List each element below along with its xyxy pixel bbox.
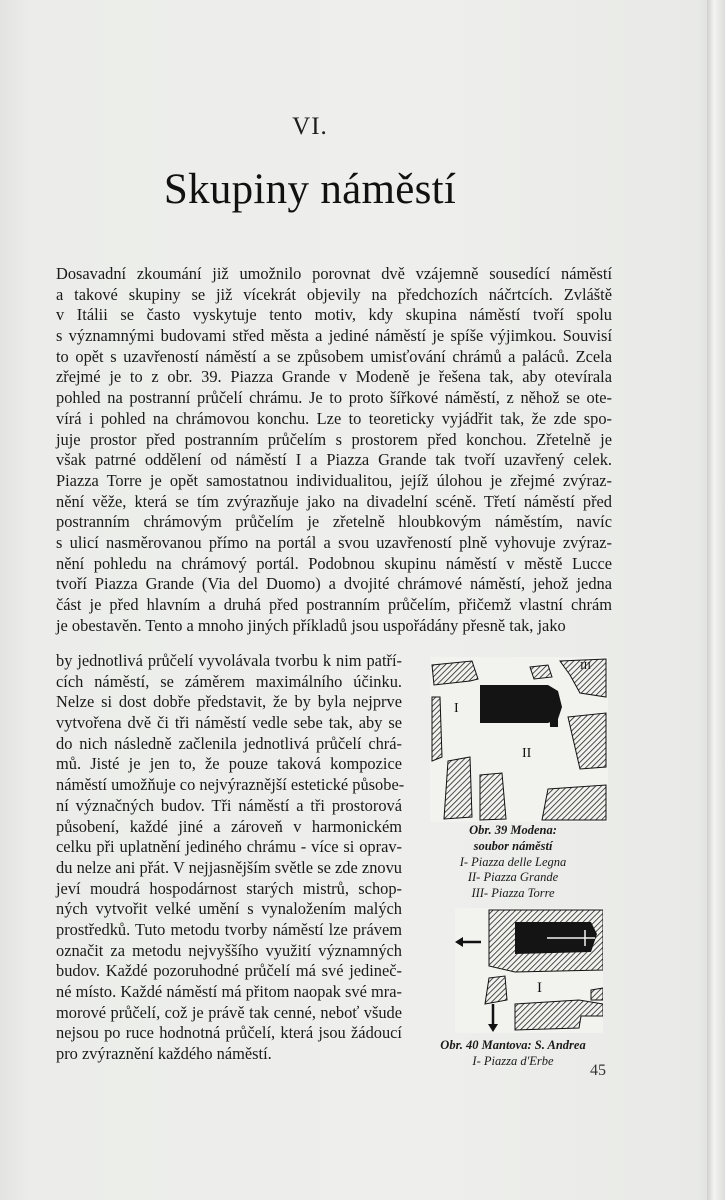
text-line: v Itálii se často vyskytuje tento motiv, kdy skupina náměstí tvoří spolu xyxy=(56,305,612,325)
text-line: budov. Každé pozoruhodné průčelí má své jedineč- xyxy=(56,961,402,981)
text-line: však patrné oddělení od náměstí I a Piazza Grande tak tvoří uzavřený celek. xyxy=(56,450,612,470)
body-text-full-width xyxy=(56,264,612,636)
fig39-label-iii: III xyxy=(580,660,591,672)
figure-39-caption-item: I- Piazza delle Legna xyxy=(459,854,567,869)
text-line: působení, každé jiné a zároveň v harmonickém xyxy=(56,816,402,836)
page-number: 45 xyxy=(590,1062,606,1079)
text-line: du nelze ani přát. V nejjasnějším světle se zde znovu xyxy=(56,857,402,877)
fig39-label-ii: II xyxy=(522,746,532,761)
body-text-column xyxy=(56,651,405,1065)
figure-40-caption xyxy=(408,1038,618,1070)
text-line: tvoří Piazza Grande (Via del Duomo) a dvojité chrámové náměstí, jehož jedna xyxy=(56,574,612,594)
fig40-label-i: I xyxy=(537,980,542,996)
text-line: vytvořena dvě či tři náměstí vedle sebe tak, aby se xyxy=(56,713,402,733)
text-line: je obestavěn. Tento a mnoho jiných příkladů jsou uspořádány přesně tak, jako xyxy=(56,615,566,635)
figure-39-plan xyxy=(430,657,608,822)
text-line: do nich následně začlenila jednotlivá průčelí chrá- xyxy=(56,733,402,753)
text-line: zřejmé je to z obr. 39. Piazza Grande v Modeně je řešena tak, aby otevírala xyxy=(56,367,612,387)
text-line: celku při uplatnění jediného chrámu - více si oprav- xyxy=(56,837,402,857)
text-line: by jednotlivá průčelí vyvolávala tvorbu k nim patří- xyxy=(56,651,402,670)
text-line: Dosavadní zkoumání již umožnilo porovnat dvě vzájemně sousedící náměstí xyxy=(56,264,612,283)
fig39-label-i: I xyxy=(454,701,459,716)
text-line: jeví moudrá hospodárnost starých mistrů, schop- xyxy=(56,878,402,898)
figure-39-caption-item: II- Piazza Grande xyxy=(467,870,559,885)
text-line: s významnými budovami střed města a jediné náměstí je spíše výjimkou. Souvisí xyxy=(56,326,612,346)
text-line: morové průčelí, což je právě tak cenné, neboť všude xyxy=(56,1002,402,1022)
text-line: s ulicí nasměrovanou přímo na portál a svou uzavřeností plně vyhovuje zvýraz- xyxy=(56,532,612,552)
figure-39-caption-subtitle: soubor náměstí xyxy=(473,838,553,853)
text-line: juje prostor před postranním průčelím s prostorem před konchou. Zřetelně je xyxy=(56,429,612,449)
text-line: cích náměstí, se záměrem maximálního účinku. xyxy=(56,671,402,691)
text-line: nejsou po ruce hodnotná průčelí, která jsou žádoucí xyxy=(56,1023,402,1043)
figure-40-caption-title: Obr. 40 Mantova: S. Andrea xyxy=(440,1038,586,1052)
text-line: pro zvýraznění každého náměstí. xyxy=(56,1044,272,1064)
chapter-number: VI. xyxy=(292,113,328,140)
text-line: prostředků. Tuto metodu tvorby náměstí lze právem xyxy=(56,919,402,939)
text-line: Nelze si dost dobře představit, že by byla nejprve xyxy=(56,692,402,712)
text-line: Piazza Torre je opět samostatnou individualitou, jejíž úlohou je zřejmé zvýraz- xyxy=(56,470,612,490)
text-line: nění věže, která se tím zvýrazňuje jako na divadelní scéně. Třetí náměstí před xyxy=(56,491,612,511)
text-line: mů. Jisté je jen to, že pouze taková kompozice xyxy=(56,754,402,774)
text-line: nění pohledu na chrámový portál. Podobnou skupinu náměstí v městě Lucce xyxy=(56,553,612,573)
text-line: vírá i pohled na chrámovou konchu. Lze to teoreticky vyjádřit tak, že zde spo- xyxy=(56,408,612,428)
text-line: označit za metodu nejvyššího využití významných xyxy=(56,940,402,960)
text-line: ných vytvořit velké umění s vynaložením malých xyxy=(56,899,402,919)
text-line: ní význačných budov. Tři náměstí a tři prostorová xyxy=(56,795,402,815)
chapter-title: Skupiny náměstí xyxy=(163,166,457,213)
text-line: to opět s uzavřeností náměstí a se způsobem umisťování chrámů a paláců. Zcela xyxy=(56,346,612,366)
page-edge xyxy=(707,0,725,1200)
figure-40-plan xyxy=(455,908,603,1033)
text-line: a takové skupiny se již vícekrát objevily na předchozích náčrtcích. Zvláště xyxy=(56,284,612,304)
figure-39-caption xyxy=(408,823,618,902)
text-line: pohled na postranní průčelí chrámu. Je to proto šířkové náměstí, z něhož se ote- xyxy=(56,388,612,408)
text-line: část je před hlavním a druhá před postranním průčelím, přičemž vlastní chrám xyxy=(56,595,612,614)
figure-39-caption-item: III- Piazza Torre xyxy=(471,886,555,901)
text-line: náměstí umožňuje co nejvýraznější estetické působe- xyxy=(56,775,405,795)
figure-40-caption-item: I- Piazza d'Erbe xyxy=(472,1053,554,1068)
figure-39-caption-title: Obr. 39 Modena: xyxy=(469,823,557,837)
text-line: postranním chrámovým průčelím je zřetelně hloubkovým náměstím, navíc xyxy=(56,512,612,532)
text-line: né místo. Každé náměstí má přitom naopak své mra- xyxy=(56,982,402,1001)
